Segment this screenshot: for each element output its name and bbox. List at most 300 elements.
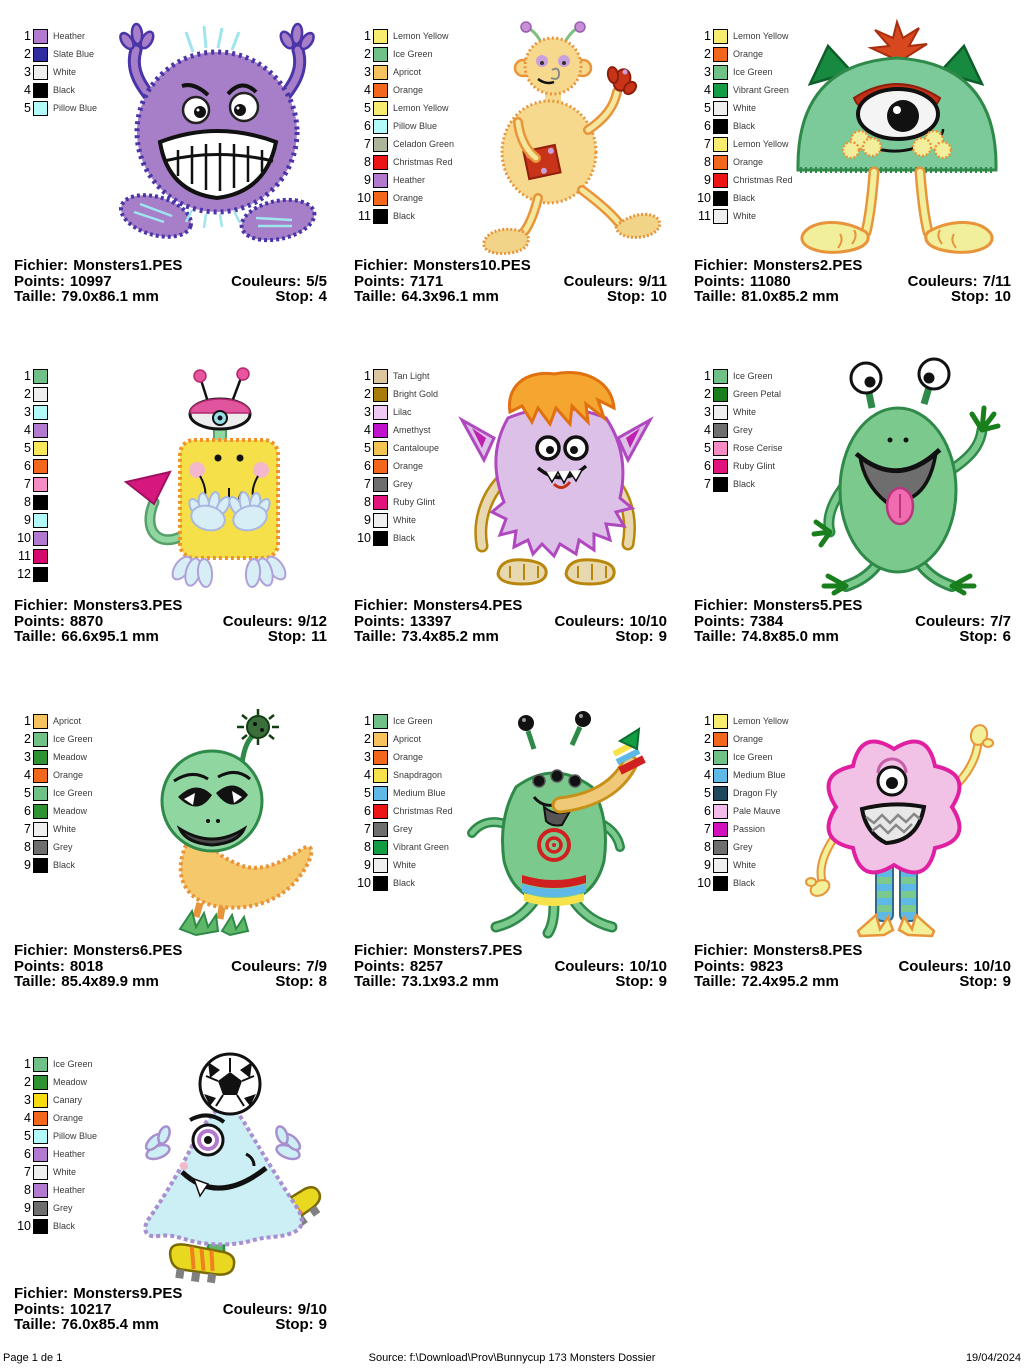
color-name: White [733,103,757,113]
color-number: 1 [24,369,31,383]
color-swatch [33,714,48,729]
color-name: Canary [53,1095,83,1105]
color-swatch [713,477,728,492]
color-number: 6 [24,459,31,473]
color-row [694,712,789,730]
color-swatch [373,732,388,747]
color-name: Black [393,211,416,221]
color-swatch [373,369,388,384]
color-swatch [33,858,48,873]
color-number: 3 [704,750,711,764]
monster-illustration-monsters3 [96,360,336,594]
color-row [14,385,53,403]
color-name: Amethyst [393,425,431,435]
color-number: 4 [24,768,31,782]
color-name: Rose Cerise [733,443,783,453]
color-swatch [33,549,48,564]
color-number: 9 [24,513,31,527]
color-number: 1 [704,369,711,383]
color-name: Grey [53,842,73,852]
color-number: 5 [364,441,371,455]
points-label: Points: [14,272,65,290]
color-row [694,439,783,457]
color-row [14,1109,97,1127]
color-number: 6 [24,804,31,818]
color-name: Ice Green [53,788,93,798]
color-swatch [33,83,48,98]
color-number: 5 [364,101,371,115]
color-number: 2 [704,387,711,401]
color-swatch [373,65,388,80]
design-cell-monsters1 [0,20,340,350]
color-swatch [713,750,728,765]
color-number: 7 [364,822,371,836]
color-swatch [33,732,48,747]
color-name: Orange [733,157,764,167]
color-swatch [33,1075,48,1090]
color-number: 2 [24,387,31,401]
color-row [14,493,53,511]
color-name: White [733,211,757,221]
color-number: 1 [364,714,371,728]
color-name: Vibrant Green [733,85,789,95]
color-swatch [373,531,388,546]
design-cell-monsters2 [680,20,1024,350]
color-swatch [713,840,728,855]
color-swatch [713,65,728,80]
color-name: Green Petal [733,389,782,399]
design-cell-monsters7 [340,705,680,1035]
color-number: 10 [17,1219,31,1233]
color-row [694,457,783,475]
color-name: Slate Blue [53,49,95,59]
color-name: Orange [53,770,84,780]
color-number: 4 [364,423,371,437]
stop-value: 9 [1002,973,1011,990]
color-row [14,529,53,547]
color-number: 1 [24,29,31,43]
couleurs-value: 5/5 [306,272,327,290]
color-swatch [33,1129,48,1144]
color-swatch [33,1219,48,1234]
taille-value: 85.4x89.9 mm [61,973,159,990]
color-number: 8 [24,840,31,854]
color-row [354,511,439,529]
color-row [354,529,439,547]
color-swatch [33,441,48,456]
color-number: 10 [357,191,371,205]
taille-value: 73.4x85.2 mm [401,628,499,645]
color-number: 6 [704,804,711,818]
color-swatch [33,101,48,116]
color-name: Lilac [393,407,412,417]
design-cell-monsters9 [0,1048,340,1370]
color-swatch [713,804,728,819]
file-name: Monsters8.PES [753,942,863,959]
color-swatch [713,876,728,891]
color-number: 5 [704,441,711,455]
color-number: 6 [364,459,371,473]
color-name: Black [733,121,756,131]
color-row [694,838,789,856]
color-number: 4 [364,768,371,782]
color-swatch [33,405,48,420]
color-swatch [33,65,48,80]
color-swatch [713,786,728,801]
color-row [694,766,789,784]
color-swatch [373,513,388,528]
color-number: 7 [704,137,711,151]
color-number: 1 [24,714,31,728]
color-name: Cantaloupe [393,443,440,453]
color-swatch [373,459,388,474]
color-swatch [713,119,728,134]
taille-value: 81.0x85.2 mm [741,288,839,305]
color-name: White [733,860,757,870]
couleurs-value: 9/10 [297,1300,327,1318]
couleurs-value: 10/10 [973,957,1011,975]
color-name: Orange [393,752,424,762]
color-row [14,1199,97,1217]
color-name: Pillow Blue [393,121,438,131]
color-number: 3 [364,405,371,419]
color-name: Passion [733,824,766,834]
color-name: Pillow Blue [53,103,98,113]
color-swatch [33,822,48,837]
color-row [694,385,783,403]
color-swatch [373,387,388,402]
color-name: Ice Green [53,734,93,744]
color-name: White [53,824,77,834]
color-row [354,475,439,493]
color-swatch [373,495,388,510]
color-row [694,784,789,802]
file-name: Monsters10.PES [413,257,531,274]
color-name: Ice Green [733,371,773,381]
color-number: 8 [364,495,371,509]
color-number: 4 [704,768,711,782]
color-swatch [373,173,388,188]
color-number: 3 [704,405,711,419]
color-name: Heather [53,1185,86,1195]
points-value: 8018 [69,957,104,975]
color-number: 2 [24,732,31,746]
color-row [14,856,93,874]
color-swatch [713,459,728,474]
file-name: Monsters4.PES [413,597,523,614]
color-name: Ice Green [733,752,773,762]
couleurs-value: 9/11 [638,272,667,290]
color-swatch [33,1165,48,1180]
color-row [14,27,97,45]
color-name: Orange [733,734,764,744]
color-row [14,802,93,820]
color-row [14,784,93,802]
color-swatch [33,1057,48,1072]
color-row [14,367,53,385]
file-name: Monsters6.PES [73,942,183,959]
color-row [14,1055,97,1073]
color-swatch [373,101,388,116]
color-number: 2 [364,47,371,61]
color-number: 6 [364,804,371,818]
color-number: 9 [24,858,31,872]
color-name: Ruby Glint [393,497,436,507]
color-swatch [33,459,48,474]
color-row [354,439,439,457]
color-name: Lemon Yellow [393,31,449,41]
color-row [14,730,93,748]
color-name: Orange [393,85,424,95]
color-number: 5 [24,101,31,115]
monster-illustration-monsters4 [436,360,676,594]
color-number: 3 [24,750,31,764]
color-number: 12 [17,567,31,581]
color-swatch [33,1147,48,1162]
color-swatch [373,83,388,98]
color-name: Orange [733,49,764,59]
taille-value: 79.0x86.1 mm [61,288,159,305]
color-row [14,748,93,766]
color-number: 7 [364,477,371,491]
color-swatch [713,768,728,783]
color-swatch [33,768,48,783]
design-info: Fichier: Monsters3.PES Points: 8870 Couleurs: 9/12 Taille: 66.6x95.1 mm Stop: 11 [14,597,327,645]
color-number: 3 [704,65,711,79]
color-name: Black [733,878,756,888]
color-name: Black [733,479,756,489]
couleurs-value: 7/11 [982,272,1011,290]
color-number: 5 [704,786,711,800]
color-swatch [33,786,48,801]
color-swatch [33,477,48,492]
color-swatch [33,1201,48,1216]
color-number: 9 [704,858,711,872]
color-name: Orange [393,461,424,471]
couleurs-label: Couleurs: [231,272,302,290]
color-row [14,439,53,457]
file-name: Monsters1.PES [73,257,183,274]
color-swatch [33,1183,48,1198]
color-row [694,820,789,838]
color-swatch [373,423,388,438]
color-number: 6 [704,119,711,133]
color-swatch [713,369,728,384]
color-number: 1 [24,1057,31,1071]
points-value: 11080 [749,272,791,290]
design-info: Fichier: Monsters4.PES Points: 13397 Couleurs: 10/10 Taille: 73.4x85.2 mm Stop: 9 [354,597,667,645]
color-number: 3 [24,65,31,79]
color-name: White [53,1167,77,1177]
points-value: 8870 [69,612,104,630]
color-row [14,1181,97,1199]
color-number: 4 [704,83,711,97]
color-number: 11 [358,209,371,223]
color-number: 4 [24,1111,31,1125]
design-cell-monsters5 [680,360,1024,690]
color-list [354,367,439,547]
color-row [14,457,53,475]
color-row [354,403,439,421]
color-name: Dragon Fly [733,788,778,798]
color-row [14,99,97,117]
color-row [14,766,93,784]
color-row [354,385,439,403]
file-name: Monsters3.PES [73,597,183,614]
color-name: Lemon Yellow [393,103,449,113]
design-info: Fichier: Monsters7.PES Points: 8257 Couleurs: 10/10 Taille: 73.1x93.2 mm Stop: 9 [354,942,667,990]
color-number: 8 [364,840,371,854]
color-name: White [733,407,757,417]
color-row [14,511,53,529]
color-swatch [713,405,728,420]
color-name: Orange [53,1113,84,1123]
color-name: Heather [53,31,86,41]
color-name: Black [733,193,756,203]
stop-value: 11 [311,628,327,645]
color-swatch [33,387,48,402]
color-number: 2 [704,47,711,61]
fichier-label: Fichier: [14,257,69,274]
color-name: Ice Green [733,67,773,77]
color-number: 8 [704,840,711,854]
color-swatch [713,387,728,402]
color-list [694,712,789,892]
color-number: 6 [24,1147,31,1161]
color-number: 6 [704,459,711,473]
color-number: 8 [704,155,711,169]
color-name: Grey [393,824,413,834]
color-number: 4 [364,83,371,97]
color-swatch [373,876,388,891]
taille-value: 72.4x95.2 mm [741,973,839,990]
design-info: Fichier: Monsters8.PES Points: 9823 Couleurs: 10/10 Taille: 72.4x95.2 mm Stop: 9 [694,942,1011,990]
color-swatch [373,155,388,170]
color-number: 2 [364,732,371,746]
color-name: Lemon Yellow [733,716,789,726]
color-row [694,748,789,766]
color-row [354,457,439,475]
color-number: 3 [24,405,31,419]
color-name: Meadow [53,806,88,816]
color-name: Black [53,1221,76,1231]
color-name: Heather [53,1149,86,1159]
color-row [14,1091,97,1109]
color-swatch [373,804,388,819]
design-cell-monsters8 [680,705,1024,1035]
color-number: 1 [704,29,711,43]
stop-label: Stop: [275,288,314,305]
color-swatch [33,29,48,44]
color-name: Apricot [393,734,422,744]
source-path: Source: f:\Download\Prov\Bunnycup 173 Monsters Dossier [368,1352,656,1364]
monster-illustration-monsters10 [436,20,676,254]
color-list [14,367,53,583]
color-name: Black [393,533,416,543]
color-number: 10 [697,191,711,205]
color-swatch [33,513,48,528]
stop-value: 4 [318,288,327,305]
color-row [354,367,439,385]
color-name: Black [53,860,76,870]
taille-value: 64.3x96.1 mm [401,288,499,305]
color-number: 1 [364,29,371,43]
color-row [14,475,53,493]
color-swatch [373,768,388,783]
color-number: 10 [357,876,371,890]
color-number: 5 [364,786,371,800]
design-info [14,258,327,305]
color-number: 7 [704,822,711,836]
color-swatch [713,822,728,837]
color-swatch [713,191,728,206]
color-row [354,421,439,439]
color-swatch [713,732,728,747]
color-name: Medium Blue [393,788,446,798]
color-number: 4 [24,423,31,437]
color-name: Lemon Yellow [733,139,789,149]
color-number: 7 [24,1165,31,1179]
color-swatch [373,822,388,837]
color-row [14,712,93,730]
couleurs-value: 10/10 [629,612,667,630]
design-info: Fichier: Monsters5.PES Points: 7384 Couleurs: 7/7 Taille: 74.8x85.0 mm Stop: 6 [694,597,1011,645]
color-number: 9 [364,858,371,872]
color-name: Vibrant Green [393,842,449,852]
monster-illustration-monsters7 [436,705,676,939]
points-value: 10217 [69,1300,112,1318]
monster-illustration-monsters8 [776,705,1016,939]
color-swatch [713,83,728,98]
color-name: Christmas Red [733,175,793,185]
color-name: Ice Green [393,49,433,59]
color-swatch [713,47,728,62]
color-swatch [33,750,48,765]
color-swatch [33,495,48,510]
color-name: Ice Green [393,716,433,726]
color-number: 5 [24,786,31,800]
color-number: 8 [364,155,371,169]
color-swatch [33,567,48,582]
color-number: 5 [704,101,711,115]
color-number: 7 [24,477,31,491]
color-swatch [373,441,388,456]
color-row [14,565,53,583]
color-swatch [33,840,48,855]
color-row [694,367,783,385]
couleurs-value: 7/9 [306,957,327,975]
color-number: 6 [364,119,371,133]
color-swatch [373,119,388,134]
color-swatch [33,369,48,384]
color-number: 3 [364,65,371,79]
points-value: 7171 [409,272,444,290]
color-name: Snapdragon [393,770,443,780]
color-name: Lemon Yellow [733,31,789,41]
color-number: 2 [364,387,371,401]
color-row [14,1127,97,1145]
color-name: Meadow [53,752,88,762]
couleurs-value: 7/7 [990,612,1011,630]
color-swatch [373,405,388,420]
color-number: 1 [364,369,371,383]
color-row [14,820,93,838]
color-name: Bright Gold [393,389,439,399]
color-name: Black [53,85,76,95]
design-cell-monsters4 [340,360,680,690]
color-row [14,1163,97,1181]
color-swatch [373,714,388,729]
